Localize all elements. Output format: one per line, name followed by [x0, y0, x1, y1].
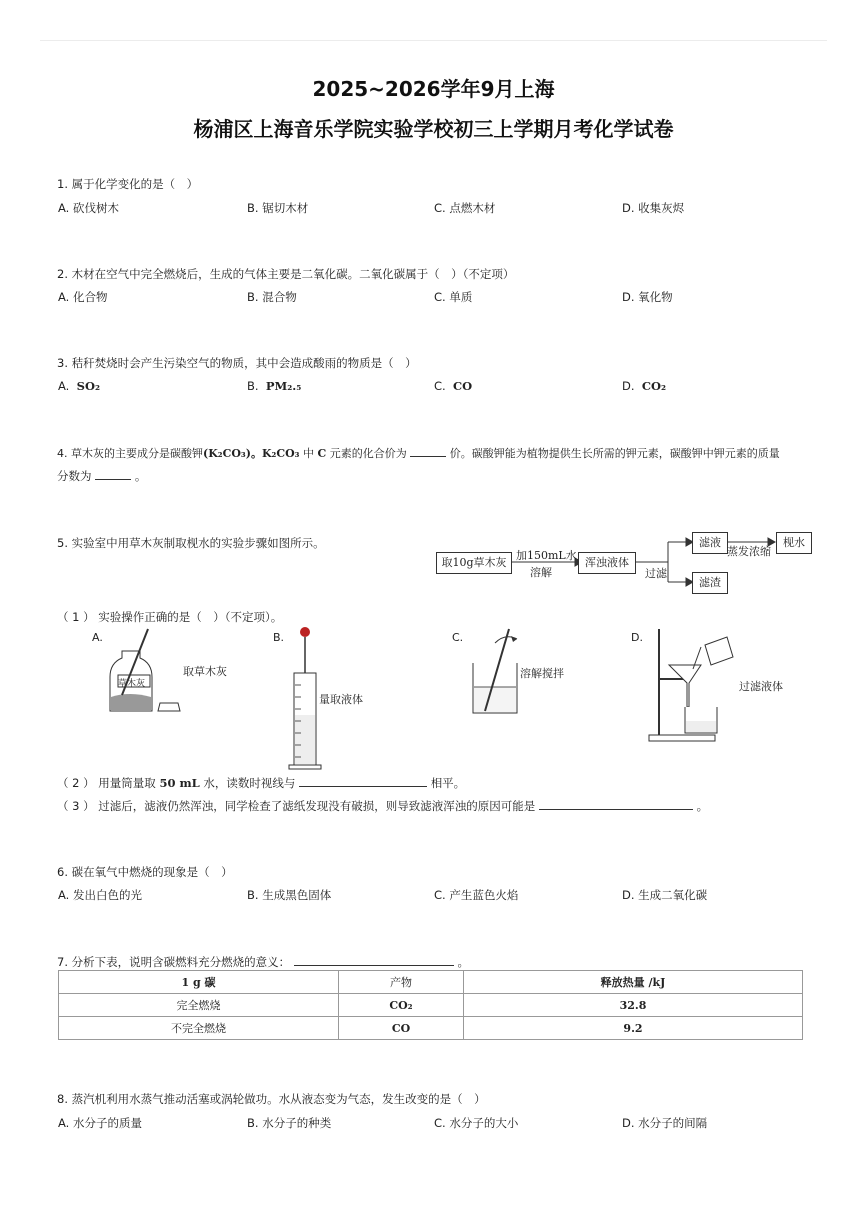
q2-option-b[interactable]: B. 混合物	[247, 290, 297, 304]
q1-option-d[interactable]: D. 收集灰烬	[622, 201, 685, 215]
q1-stem: 1. 属于化学变化的是（ ）	[57, 177, 199, 191]
table-row	[59, 1017, 803, 1040]
fig-a-letter[interactable]: A.	[92, 631, 103, 644]
q6-option-a[interactable]: A. 发出白色的光	[58, 888, 142, 902]
beaker-stirring-figure	[465, 625, 525, 720]
flow-arrow1-bottom-label: 溶解	[530, 566, 552, 579]
q2-option-a[interactable]: A. 化合物	[58, 290, 108, 304]
q4-blank-valence[interactable]	[410, 446, 446, 457]
fig-a-jar-label: 草木灰	[118, 679, 146, 689]
flow-start-box: 取10g草木灰	[436, 552, 512, 574]
q5-stem: 5. 实验室中用草木灰制取枧水的实验步骤如图所示。	[57, 536, 325, 550]
table-header-row	[59, 971, 803, 994]
q8-option-a[interactable]: A. 水分子的质量	[58, 1116, 142, 1130]
flow-end-box: 枧水	[776, 532, 812, 554]
table-header-cell: 释放热量 /kJ	[464, 971, 803, 994]
q2-option-d[interactable]: D. 氧化物	[622, 290, 673, 304]
q5-sub3-blank[interactable]	[539, 799, 693, 810]
q5-sub1: （ 1 ） 实验操作正确的是（ ）（不定项）。	[57, 610, 283, 624]
q1-option-b[interactable]: B. 锯切木材	[247, 201, 309, 215]
fig-a-caption: 取草木灰	[183, 665, 227, 678]
q8-option-c[interactable]: C. 水分子的大小	[434, 1116, 519, 1130]
table-header-cell: 产物	[339, 971, 464, 994]
q8-option-b[interactable]: B. 水分子的种类	[247, 1116, 332, 1130]
fig-d-caption: 过滤液体	[739, 680, 783, 693]
q4-blank-fraction[interactable]	[95, 469, 131, 480]
fig-b-letter[interactable]: B.	[273, 631, 285, 644]
fig-c-caption: 溶解搅拌	[520, 667, 564, 680]
table-cell: 32.8	[464, 994, 803, 1017]
flow-arrow2-label: 过滤	[645, 567, 667, 580]
q3-option-d[interactable]: D. CO₂	[622, 379, 667, 393]
q4-line-1: 4. 草木灰的主要成分是碳酸钾(K₂CO₃)。K₂CO₃ 中 C 元素的化合价为 价。碳酸钾能为植物提供生长所需的钾元素，碳酸钾中钾元素的质量	[57, 447, 780, 460]
q3-option-c[interactable]: C. CO	[434, 379, 473, 393]
filtration-setup-figure	[645, 625, 745, 745]
title-line-2: 杨浦区上海音乐学院实验学校初三上学期月考化学试卷	[193, 117, 674, 141]
table-cell: CO	[339, 1017, 464, 1040]
table-header-cell: 1 g 碳	[59, 971, 339, 994]
flow-arrow1-top-label: 加150mL水	[516, 549, 577, 562]
q5-sub2-blank[interactable]	[299, 776, 427, 787]
table-cell: 不完全燃烧	[59, 1017, 339, 1040]
table-cell: 完全燃烧	[59, 994, 339, 1017]
q6-stem: 6. 碳在氧气中燃烧的现象是（ ）	[57, 865, 233, 879]
q8-stem: 8. 蒸汽机利用水蒸气推动活塞或涡轮做功。水从液态变为气态，发生改变的是（ ）	[57, 1092, 486, 1106]
top-divider	[40, 40, 827, 41]
q1-option-a[interactable]: A. 砍伐树木	[58, 201, 119, 215]
q3-option-a[interactable]: A. SO₂	[58, 379, 100, 393]
q4-line-2: 分数为 。	[57, 469, 147, 483]
fig-b-caption: 量取液体	[319, 693, 363, 706]
flow-top-box: 滤液	[692, 532, 728, 554]
q2-option-c[interactable]: C. 单质	[434, 290, 473, 304]
q8-option-d[interactable]: D. 水分子的间隔	[622, 1116, 708, 1130]
q5-sub3: （ 3 ） 过滤后，滤液仍然浑浊，同学检查了滤纸发现没有破损，则导致滤液浑浊的原因可能是 。	[57, 799, 709, 813]
flow-bottom-box: 滤渣	[692, 572, 728, 594]
table-cell: CO₂	[339, 994, 464, 1017]
q3-option-b[interactable]: B. PM₂.₅	[247, 379, 302, 393]
q6-option-b[interactable]: B. 生成黑色固体	[247, 888, 332, 902]
fig-c-letter[interactable]: C.	[452, 631, 464, 644]
table-row	[59, 994, 803, 1017]
reagent-jar-figure	[100, 625, 190, 720]
title-line-1: 2025~2026学年9月上海	[312, 77, 555, 101]
q7-stem: 7. 分析下表，说明含碳燃料充分燃烧的意义： 。	[57, 955, 469, 969]
q3-stem: 3. 秸秆焚烧时会产生污染空气的物质，其中会造成酸雨的物质是（ ）	[57, 356, 417, 370]
table-cell: 9.2	[464, 1017, 803, 1040]
flow-mid-box: 浑浊液体	[578, 552, 636, 574]
flow-arrow3-label: 蒸发浓缩	[727, 545, 771, 558]
combustion-heat-table	[58, 970, 803, 1040]
q1-option-c[interactable]: C. 点燃木材	[434, 201, 496, 215]
q6-option-d[interactable]: D. 生成二氧化碳	[622, 888, 708, 902]
q2-stem: 2. 木材在空气中完全燃烧后，生成的气体主要是二氧化碳。二氧化碳属于（ ）（不定项）	[57, 267, 515, 281]
fig-d-letter[interactable]: D.	[631, 631, 643, 644]
q5-sub2: （ 2 ） 用量筒量取 50 mL 水，读数时视线与 相平。	[57, 776, 466, 790]
q7-blank[interactable]	[294, 955, 454, 966]
q6-option-c[interactable]: C. 产生蓝色火焰	[434, 888, 519, 902]
